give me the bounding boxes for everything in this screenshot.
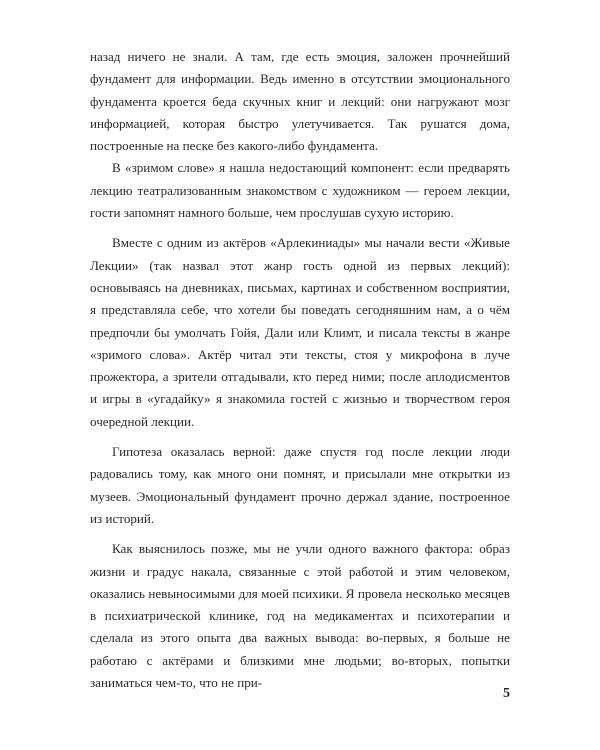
- paragraph-3: Вместе с одним из актёров «Арлекиниады» мы начали вести «Живые Лекции» (так назвал этот жанр гость одной из первых лекций): основываясь на дневниках, письмах, картинах и собственном восприятии, я представляла себе, что хотели бы поведать сегодняшним нам, а о чём предпочли бы умолчать Гойя, Дали или Климт, и писала тексты в жанре «зримого слова». Актёр читал эти тексты, стоя у микрофона в луче прожектора, а зрители отгадывали, кто перед ними; после аплодисментов и игры в «угадайку» я знакомила гостей с жизнью и творчеством героя очередной лекции.: [90, 235, 510, 429]
- page-number: 5: [503, 686, 510, 701]
- paragraph-1: назад ничего не знали. А там, где есть эмоция, заложен прочнейший фундамент для информации. Ведь именно в отсутствии эмоционального фундамента кроется беда скучных книг и лекций: они нагружают мозг информацией, которая быстро улетучивается. Так рушатся дома, построенные на песке без какого-либо фундамента.: [90, 49, 510, 154]
- paragraph-5: Как выяснилось позже, мы не учли одного важного фактора: образ жизни и градус накала, связанные с этой работой и этим человеком, оказались невыносимыми для моей психики. Я провела несколько месяцев в психиатрической клинике, год на медикаментах и психотерапии и сделала из этого опыта два важных вывода: во-первых, я больше не работаю с актёрами и близкими мне людьми; во-вторых, попытки заниматься чем-то, что не при-: [90, 541, 510, 691]
- paragraph-2: В «зримом слове» я нашла недостающий компонент: если предварять лекцию театрализованным знакомством с художником — героем лекции, гости запомнят намного больше, чем прослушав сухую историю.: [90, 160, 510, 221]
- paragraph-4: Гипотеза оказалась верной: даже спустя год после лекции люди радовались тому, как много они помнят, и присылали мне открытки из музеев. Эмоциональный фундамент прочно держал здание, построенное из историй.: [90, 444, 510, 526]
- page-body: [90, 46, 510, 694]
